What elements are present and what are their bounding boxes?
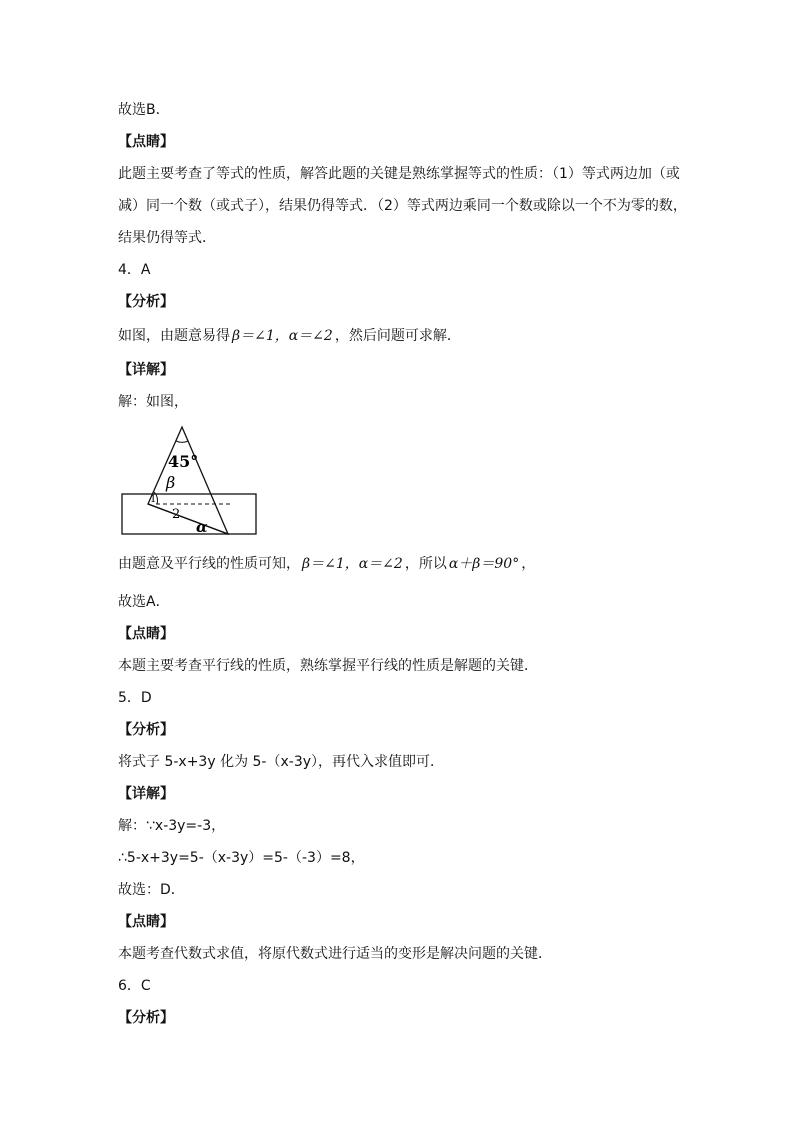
label-2: 2 xyxy=(172,507,181,522)
q4-analysis: 如图，由题意易得 β＝∠1，α＝∠2 ，然后问题可求解． xyxy=(118,328,461,344)
q4-detail-1: 解：如图， xyxy=(118,394,188,410)
q4-detail-head: 【详解】 xyxy=(118,362,174,378)
q6-analysis-head: 【分析】 xyxy=(118,1010,174,1026)
q5-choose: 故选：D． xyxy=(118,882,185,898)
figure-diagonal xyxy=(148,504,228,534)
q4-comment-head: 【点睛】 xyxy=(118,626,174,642)
q4-analysis-head: 【分析】 xyxy=(118,294,174,310)
q4-choose: 故选A． xyxy=(118,594,170,610)
q5-answer: 5．D xyxy=(118,690,152,706)
q4-analysis-formula: β＝∠1，α＝∠2 xyxy=(232,328,333,344)
q4-detail-formula-1: β＝∠1，α＝∠2 xyxy=(302,556,403,572)
q4-detail-formula-2: α＋β＝90° xyxy=(448,556,520,572)
q5-comment: 本题考查代数式求值，将原代数式进行适当的变形是解决问题的关键． xyxy=(118,946,552,962)
q4-detail-2: 由题意及平行线的性质可知， β＝∠1，α＝∠2 ，所以 α＋β＝90° ， xyxy=(118,556,536,572)
q4-answer: 4．A xyxy=(118,262,151,278)
comment-line-1: 此题主要考查了等式的性质，解答此题的关键是熟练掌握等式的性质：（1）等式两边加（或 xyxy=(118,166,680,182)
label-beta: β xyxy=(166,473,176,492)
label-1: 1 xyxy=(150,494,157,505)
angle-45-arc xyxy=(176,441,188,442)
label-45: 45° xyxy=(168,452,199,471)
q5-analysis-head: 【分析】 xyxy=(118,722,174,738)
choose-b: 故选B． xyxy=(118,102,170,118)
q4-comment: 本题主要考查平行线的性质，熟练掌握平行线的性质是解题的关键． xyxy=(118,658,538,674)
q4-triangle-figure xyxy=(120,422,260,536)
figure-triangle xyxy=(148,427,228,534)
comment-head-1: 【点睛】 xyxy=(118,134,174,150)
comment-line-3: 结果仍得等式． xyxy=(118,230,216,246)
q5-detail-head: 【详解】 xyxy=(118,786,174,802)
q5-comment-head: 【点睛】 xyxy=(118,914,174,930)
q5-detail-2: ∴5-x+3y=5-（x-3y）=5-（-3）=8， xyxy=(118,850,365,866)
label-alpha: α xyxy=(196,518,208,536)
q5-detail-1: 解：∵x-3y=-3， xyxy=(118,818,226,834)
q6-answer: 6．C xyxy=(118,978,151,994)
comment-line-2: 减）同一个数（或式子），结果仍得等式．（2）等式两边乘同一个数或除以一个不为零的数， xyxy=(118,198,687,214)
q5-analysis: 将式子 5-x+3y 化为 5-（x-3y），再代入求值即可． xyxy=(118,754,445,770)
figure-rectangle xyxy=(122,494,256,534)
